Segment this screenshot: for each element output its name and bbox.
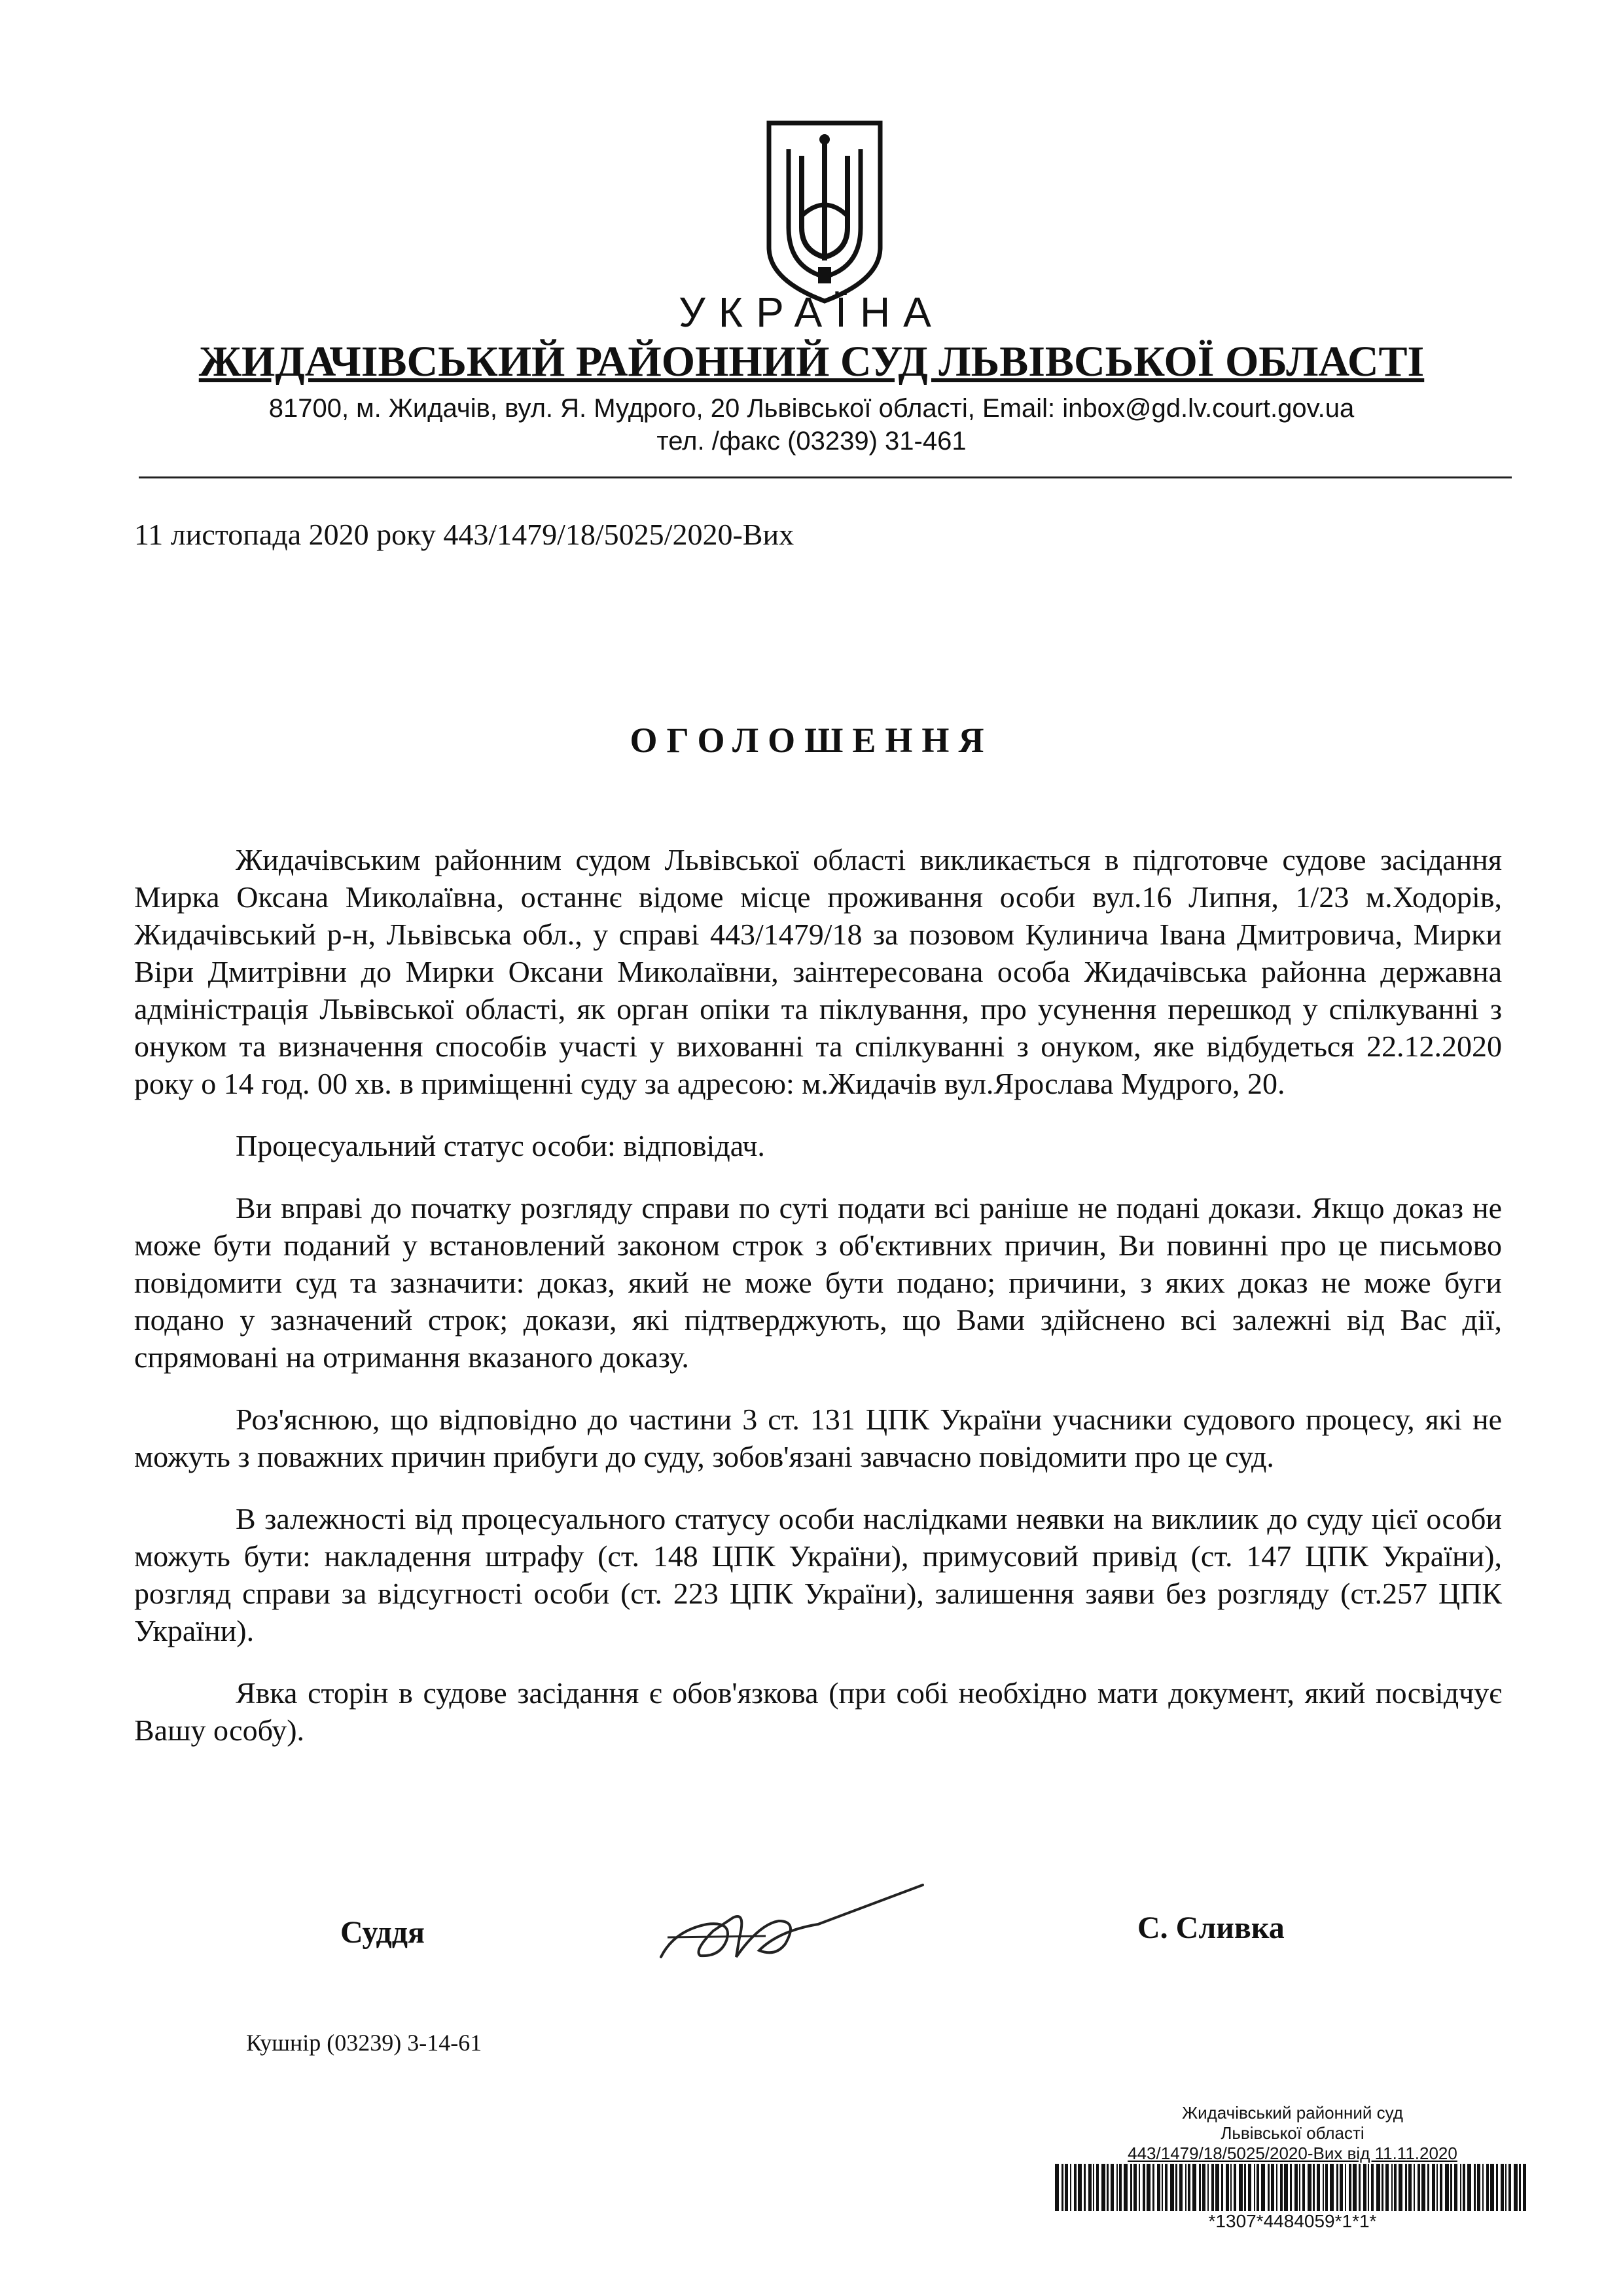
outgoing-number: 11 листопада 2020 року 443/1479/18/5025/2020-Вих (134, 518, 794, 551)
barcode-number: *1307*4484059*1*1* (1208, 2211, 1377, 2231)
barcode-icon (1055, 2164, 1526, 2211)
paragraph: В залежності від процесуального статусу особи наслідками неявки на виклиик до суду цієї особи можуть бути: накладення штрафу (ст. 148 ЦПК України), примусовий привід (ст. 147 ЦПК України), розгляд справи за відсугності особи (ст. 223 ЦПК України), залишення заяви без розгляду (ст.257 ЦПК України). (134, 1502, 1502, 1647)
document-title: ОГОЛОШЕННЯ (630, 721, 993, 760)
coat-of-arms-icon (762, 117, 887, 306)
registration-stamp (1041, 2103, 1544, 2164)
judge-name: С. Сливка (1137, 1910, 1285, 1945)
court-phone: тел. /факс (03239) 31-461 (656, 427, 967, 456)
executor-contact: Кушнір (03239) 3-14-61 (246, 2030, 482, 2056)
header-divider (139, 476, 1512, 478)
court-name: ЖИДАЧІВСЬКИЙ РАЙОННИЙ СУД ЛЬВІВСЬКОЇ ОБЛАСТІ (198, 338, 1425, 386)
paragraph: Явка сторін в судове засідання є обов'язкова (при собі необхідно мати документ, який посвідчує Вашу особу). (134, 1676, 1502, 1747)
stamp-line: Львівської області (1221, 2123, 1364, 2143)
court-address: 81700, м. Жидачів, вул. Я. Мудрого, 20 Львівської області, Email: inbox@gd.lv.court.gov.ua (268, 394, 1355, 423)
paragraph: Ви вправі до початку розгляду справи по суті подати всі раніше не подані докази. Якщо доказ не може бути поданий у встановлений законом строк з об'єктивних причин, Ви повинні про це письмово повідомити суд та зазначити: доказ, який не може бути подано; причини, з яких доказ не може буги подано у зазначений строк; докази, які підтверджують, що Вами здійснено всі залежні від Вас дії, спрямовані на отримання вказаного доказу. (134, 1191, 1502, 1374)
paragraph: Процесуальний статус особи: відповідач. (236, 1129, 765, 1162)
judge-label: Суддя (340, 1915, 425, 1950)
stamp-line: 443/1479/18/5025/2020-Вих від 11.11.2020 (1128, 2144, 1457, 2163)
country-name: УКРАЇНА (679, 289, 944, 336)
paragraph: Роз'яснюю, що відповідно до частини 3 ст. 131 ЦПК України учасники судового процесу, які не можуть з поважних причин прибуги до суду, зобов'язані завчасно повідомити про це суд. (134, 1403, 1502, 1473)
paragraph: Жидачівським районним судом Львівської області викликається в підготовче судове засідання Мирка Оксана Миколаївна, останнє відоме місце проживання особи вул.16 Липня, 1/23 м.Ходорів, Жидачівський р-н, Львівська обл., у справі 443/1479/18 за позовом Кулинича Івана Дмитровича, Мирки Віри Дмитрівни до Мирки Оксани Миколаївни, заінтересована особа Жидачівська районна державна адміністрація Львівської області, як орган опіки та піклування, про усунення перешкод у спілкуванні з онуком та визначення способів участі у вихованні та спілкуванні з онуком, яке відбудеться 22.12.2020 року о 14 год. 00 хв. в приміщенні суду за адресою: м.Жидачів вул.Ярослава Мудрого, 20. (134, 843, 1502, 1100)
stamp-line: Жидачівський районний суд (1182, 2103, 1403, 2123)
document-body (134, 841, 1502, 1774)
signature-image (648, 1859, 929, 1977)
